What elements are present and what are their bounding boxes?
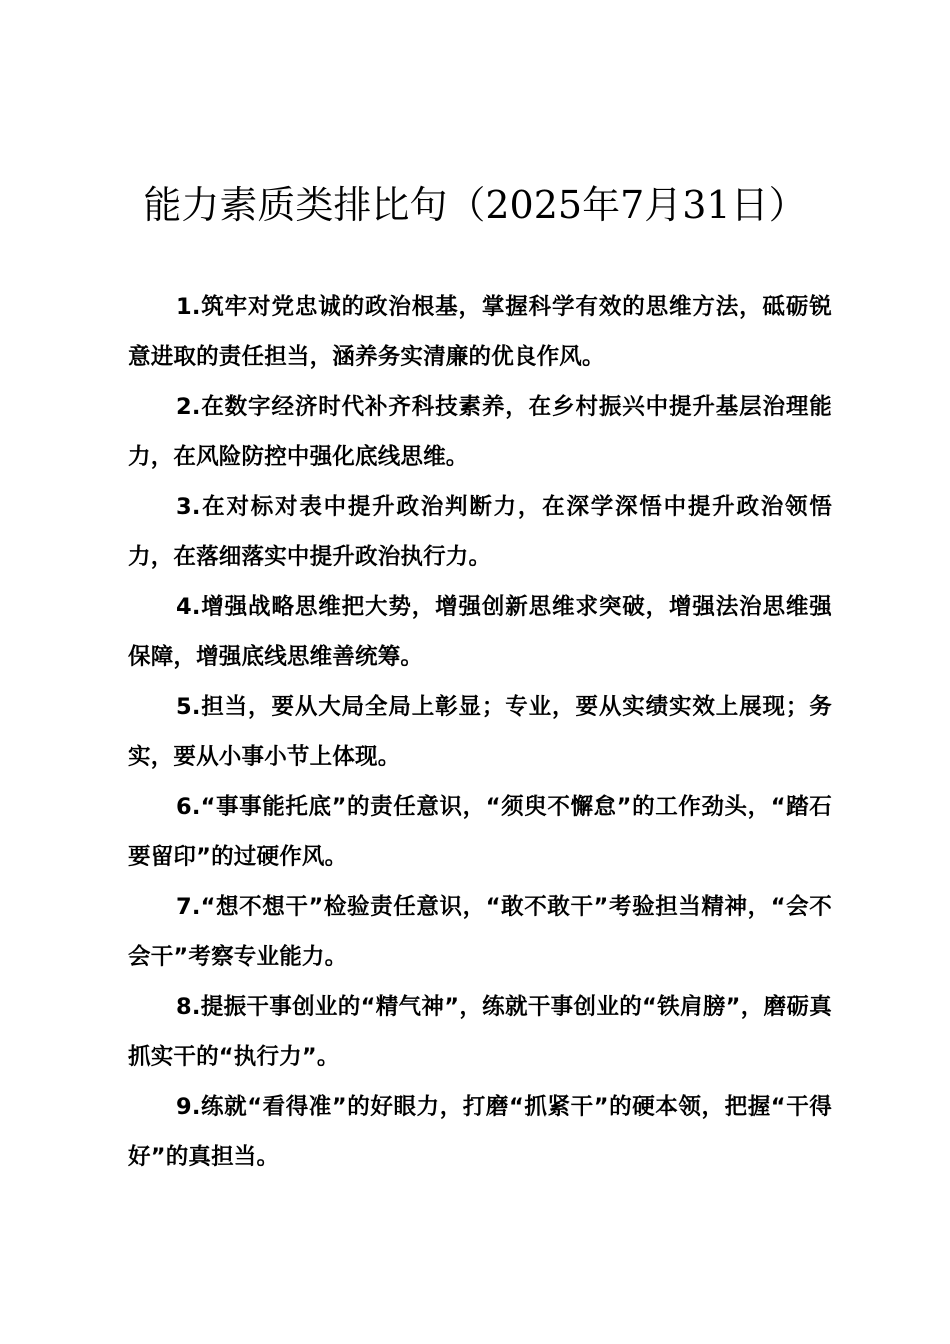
- list-item: 8.提振干事创业的“精气神”，练就干事创业的“铁肩膀”，磨砺真抓实干的“执行力”。: [128, 994, 832, 1070]
- list-item: 9.练就“看得准”的好眼力，打磨“抓紧干”的硬本领，把握“干得好”的真担当。: [128, 1094, 832, 1170]
- list-item: 6.“事事能托底”的责任意识，“须臾不懈怠”的工作劲头，“踏石要留印”的过硬作风。: [128, 794, 832, 870]
- list-item: 7.“想不想干”检验责任意识，“敢不敢干”考验担当精神，“会不会干”考察专业能力。: [128, 894, 832, 970]
- sentence-list: [128, 282, 832, 1182]
- list-item: 1.筑牢对党忠诚的政治根基，掌握科学有效的思维方法，砥砺锐意进取的责任担当，涵养务实清廉的优良作风。: [128, 294, 832, 370]
- list-item: 3.在对标对表中提升政治判断力，在深学深悟中提升政治领悟力，在落细落实中提升政治执行力。: [128, 494, 832, 570]
- list-item: 4.增强战略思维把大势，增强创新思维求突破，增强法治思维强保障，增强底线思维善统筹。: [128, 594, 832, 670]
- document-title: 能力素质类排比句（2025年7月31日）: [143, 183, 807, 227]
- list-item: 5.担当，要从大局全局上彰显；专业，要从实绩实效上展现；务实，要从小事小节上体现。: [128, 694, 832, 770]
- list-item: 2.在数字经济时代补齐科技素养，在乡村振兴中提升基层治理能力，在风险防控中强化底线思维。: [128, 394, 832, 470]
